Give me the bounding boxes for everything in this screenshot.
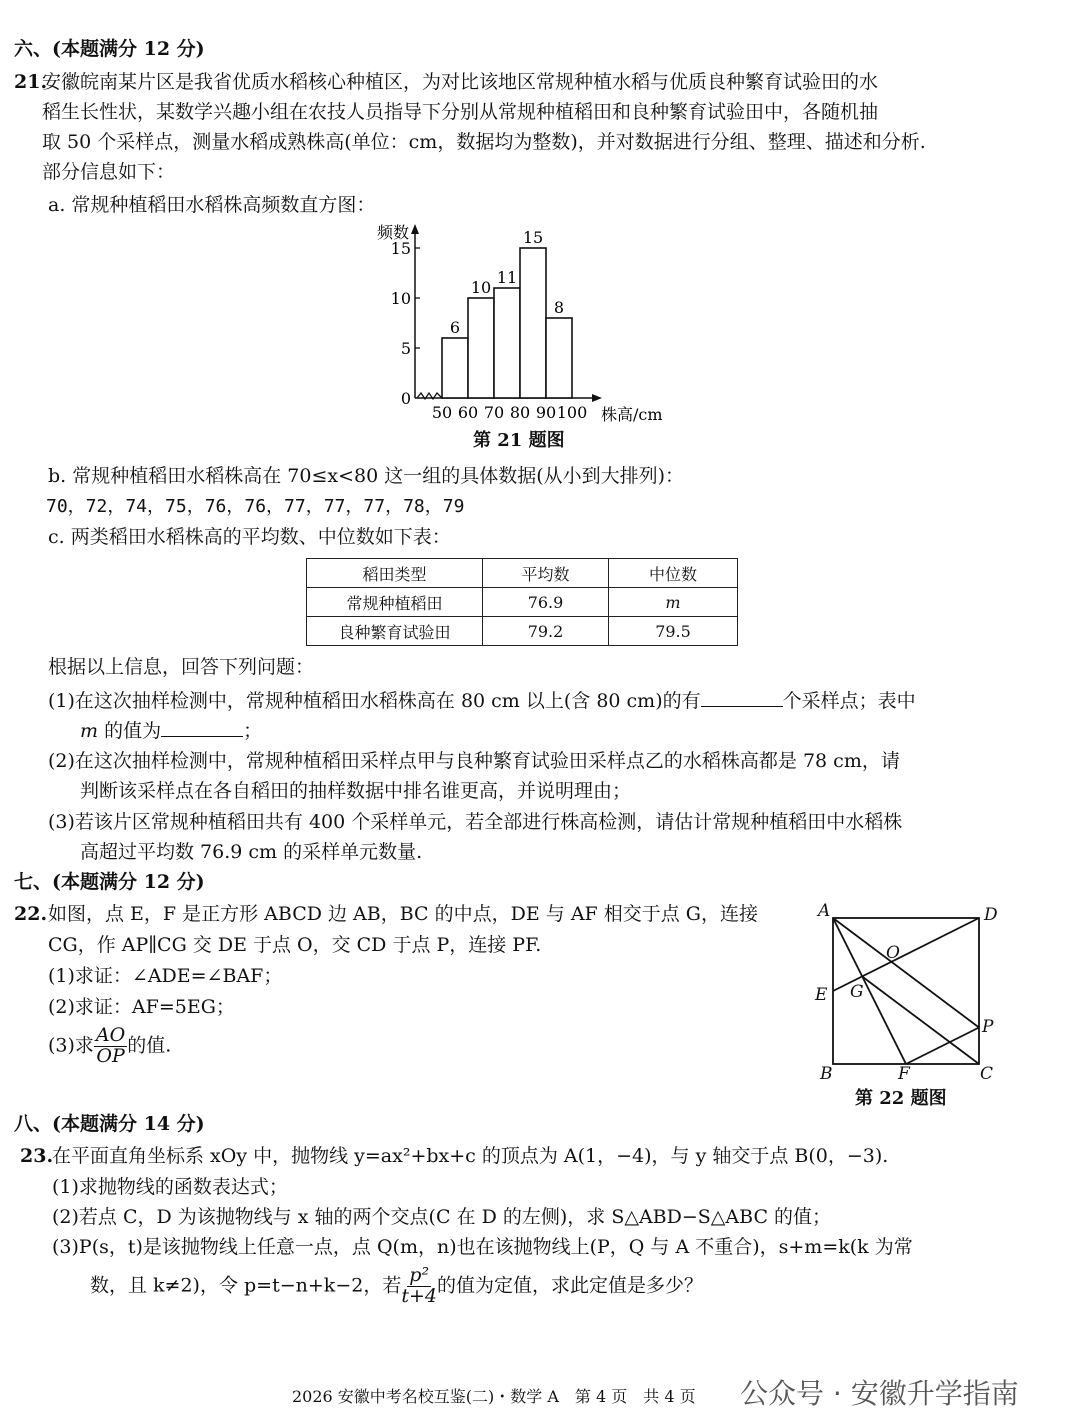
point-label-e: E (815, 985, 828, 1005)
q22-fraction (94, 1026, 127, 1067)
point-label-a: A (818, 901, 831, 921)
y-axis-arrow (411, 224, 419, 234)
table-cell: 79.2 (483, 617, 609, 646)
point-label-p: P (982, 1017, 994, 1037)
q22-line-1: 如图，点 E，F 是正方形 ABCD 边 AB，BC 的中点，DE 与 AF 相交于点 G，连接 (48, 903, 758, 925)
q21-part-2-line-1: (2)在这次抽样检测中，常规种植稻田采样点甲与良种繁育试验田采样点乙的水稻株高都是 78 cm，请 (48, 750, 900, 772)
segment-gc (862, 976, 979, 1064)
q21-part-3-line-1: (3)若该片区常规种植稻田共有 400 个采样单元，若全部进行株高检测，请估计常规种植稻田中水稻株 (48, 811, 903, 833)
q21-stats-table (306, 558, 738, 646)
segment-pf (906, 1028, 979, 1065)
q23-part-3-text: 数，且 k≠2)，令 p=t−n+k−2，若 (90, 1274, 402, 1297)
fraction-numerator: p² (409, 1264, 430, 1286)
histogram-bar (468, 298, 494, 398)
q21-part-1-line-2 (80, 720, 262, 741)
table-cell: 常规种植稻田 (307, 588, 483, 617)
q22-part-3-text-b: 的值. (127, 1034, 172, 1057)
fraction-numerator: AO (95, 1024, 126, 1046)
q22-part-3 (48, 1026, 171, 1067)
q21-intro-line-1: 安徽皖南某片区是我省优质水稻核心种植区，为对比该地区常规种植水稻与优质良种繁育试验田的水 (42, 71, 879, 93)
q21-intro-line-3: 取 50 个采样点，测量水稻成熟株高(单位：cm，数据均为整数)，并对数据进行分组、整理、描述和分析. (42, 131, 926, 153)
q22-number: 22. (14, 903, 48, 925)
x-tick-label: 90 (535, 403, 557, 422)
q23-part-2: (2)若点 C，D 为该抛物线与 x 轴的两个交点(C 在 D 的左侧)，求 S△ABD−S△ABC 的值； (52, 1206, 832, 1228)
segment-ap (833, 918, 979, 1028)
x-tick-label: 60 (457, 403, 479, 422)
x-axis-arrow (592, 394, 602, 402)
watermark-text: 公众号 · 安徽升学指南 (740, 1377, 1019, 1410)
q21-part-3-line-2: 高超过平均数 76.9 cm 的采样单元数量. (80, 841, 423, 863)
table-cell: m (609, 588, 738, 617)
x-tick-label: 70 (483, 403, 505, 422)
q22-part-3-text: (3)求 (48, 1034, 94, 1057)
fraction-denominator: t+4 (401, 1284, 437, 1307)
point-label-c: C (980, 1064, 994, 1084)
segment-af (833, 918, 906, 1064)
x-tick-label: 80 (509, 403, 531, 422)
table-row (307, 588, 738, 617)
q23-fraction (401, 1266, 437, 1307)
histogram-bar (546, 318, 572, 398)
q21-part-2-line-2: 判断该采样点在各自稻田的抽样数据中排名谁更高，并说明理由； (80, 780, 632, 802)
histogram-bar (494, 288, 520, 398)
q21-number: 21. (14, 71, 48, 93)
answer-blank-1[interactable] (701, 690, 783, 707)
table-cell: 良种繁育试验田 (307, 617, 483, 646)
table-header-cell: 稻田类型 (307, 559, 483, 588)
q23-number: 23. (20, 1145, 54, 1167)
y-axis-label: 频数 (377, 223, 410, 242)
section-seven-heading: 七、(本题满分 12 分) (14, 871, 205, 893)
table-cell: 79.5 (609, 617, 738, 646)
bar-data-label: 10 (470, 278, 492, 297)
section-eight-heading: 八、(本题满分 14 分) (14, 1113, 205, 1135)
q22-figure-caption: 第 22 题图 (855, 1088, 947, 1109)
fraction-denominator: OP (96, 1044, 125, 1067)
table-header-row (307, 559, 738, 588)
q21-part-a-label: a. 常规种植稻田水稻株高频数直方图： (48, 194, 376, 216)
y-tick-label: 15 (390, 239, 411, 258)
q21-intro-line-2: 稻生长性状，某数学兴趣小组在农技人员指导下分别从常规种植稻田和良种繁育试验田中，各随机抽 (42, 101, 879, 123)
q21-part-1-text-c: 的值为 (98, 720, 162, 742)
segment-de (833, 918, 979, 991)
q21-part-1-line-1 (48, 690, 916, 711)
x-tick-label: 50 (431, 403, 453, 422)
bar-data-label: 6 (449, 318, 461, 337)
y-tick-label: 0 (400, 389, 411, 408)
histogram-bar (442, 338, 468, 398)
q21-part-1-text-d: ； (243, 720, 263, 742)
q22-part-2: (2)求证：AF=5EG； (48, 996, 235, 1018)
table-row (307, 617, 738, 646)
q23-part-3-line-2 (90, 1266, 703, 1307)
point-label-g: G (850, 982, 864, 1002)
q22-line-2: CG，作 AP∥CG 交 DE 于点 O，交 CD 于点 P，连接 PF. (48, 934, 542, 956)
bar-data-label: 15 (522, 228, 544, 247)
answer-blank-2[interactable] (161, 720, 243, 737)
point-label-o: O (886, 943, 900, 963)
q21-part-b-data: 70，72，74，75，76，76，77，77，77，78，79 (46, 496, 465, 517)
q23-line-1: 在平面直角坐标系 xOy 中，抛物线 y=ax²+bx+c 的顶点为 A(1，−4)，与 y 轴交于点 B(0，−3). (52, 1145, 889, 1167)
y-tick-label: 10 (390, 289, 411, 308)
q23-part-3-line-1: (3)P(s，t)是该抛物线上任意一点，点 Q(m，n)也在该抛物线上(P，Q 与 A 不重合)，s+m=k(k 为常 (52, 1236, 913, 1258)
q21-part-1-text: (1)在这次抽样检测中，常规种植稻田水稻株高在 80 cm 以上(含 80 cm)的有 (48, 690, 701, 712)
page-footer: 2026 安徽中考名校互鉴(二)・数学 A 第 4 页 共 4 页 (292, 1387, 696, 1406)
q21-part-1-text-b: 个采样点；表中 (782, 690, 916, 712)
q21-var-m: m (80, 720, 99, 742)
bar-data-label: 11 (496, 268, 518, 287)
point-label-f: F (898, 1064, 910, 1084)
point-label-b: B (820, 1064, 833, 1084)
q23-part-1: (1)求抛物线的函数表达式； (52, 1176, 288, 1198)
q21-part-c-label: c. 两类稻田水稻株高的平均数、中位数如下表： (48, 526, 451, 548)
histogram-bar (520, 248, 546, 398)
point-label-d: D (984, 905, 998, 925)
table-header-cell: 中位数 (609, 559, 738, 588)
q21-lead: 根据以上信息，回答下列问题： (48, 656, 315, 678)
q21-figure-caption: 第 21 题图 (473, 430, 565, 451)
q22-part-1: (1)求证：∠ADE=∠BAF； (48, 965, 283, 987)
x-tick-label: 100 (556, 403, 588, 422)
table-header-cell: 平均数 (483, 559, 609, 588)
table-cell: 76.9 (483, 588, 609, 617)
y-tick-label: 5 (400, 339, 411, 358)
bar-data-label: 8 (553, 298, 565, 317)
q22-geometry-figure (810, 900, 1000, 1085)
section-six-heading: 六、(本题满分 12 分) (14, 38, 205, 60)
q21-histogram (370, 220, 690, 430)
q21-part-b-label: b. 常规种植稻田水稻株高在 70≤x<80 这一组的具体数据(从小到大排列)： (48, 465, 685, 487)
q21-intro-line-4: 部分信息如下： (42, 161, 176, 183)
q23-part-3-text-b: 的值为定值，求此定值是多少？ (437, 1274, 704, 1297)
x-axis-label: 株高/cm (601, 405, 663, 424)
